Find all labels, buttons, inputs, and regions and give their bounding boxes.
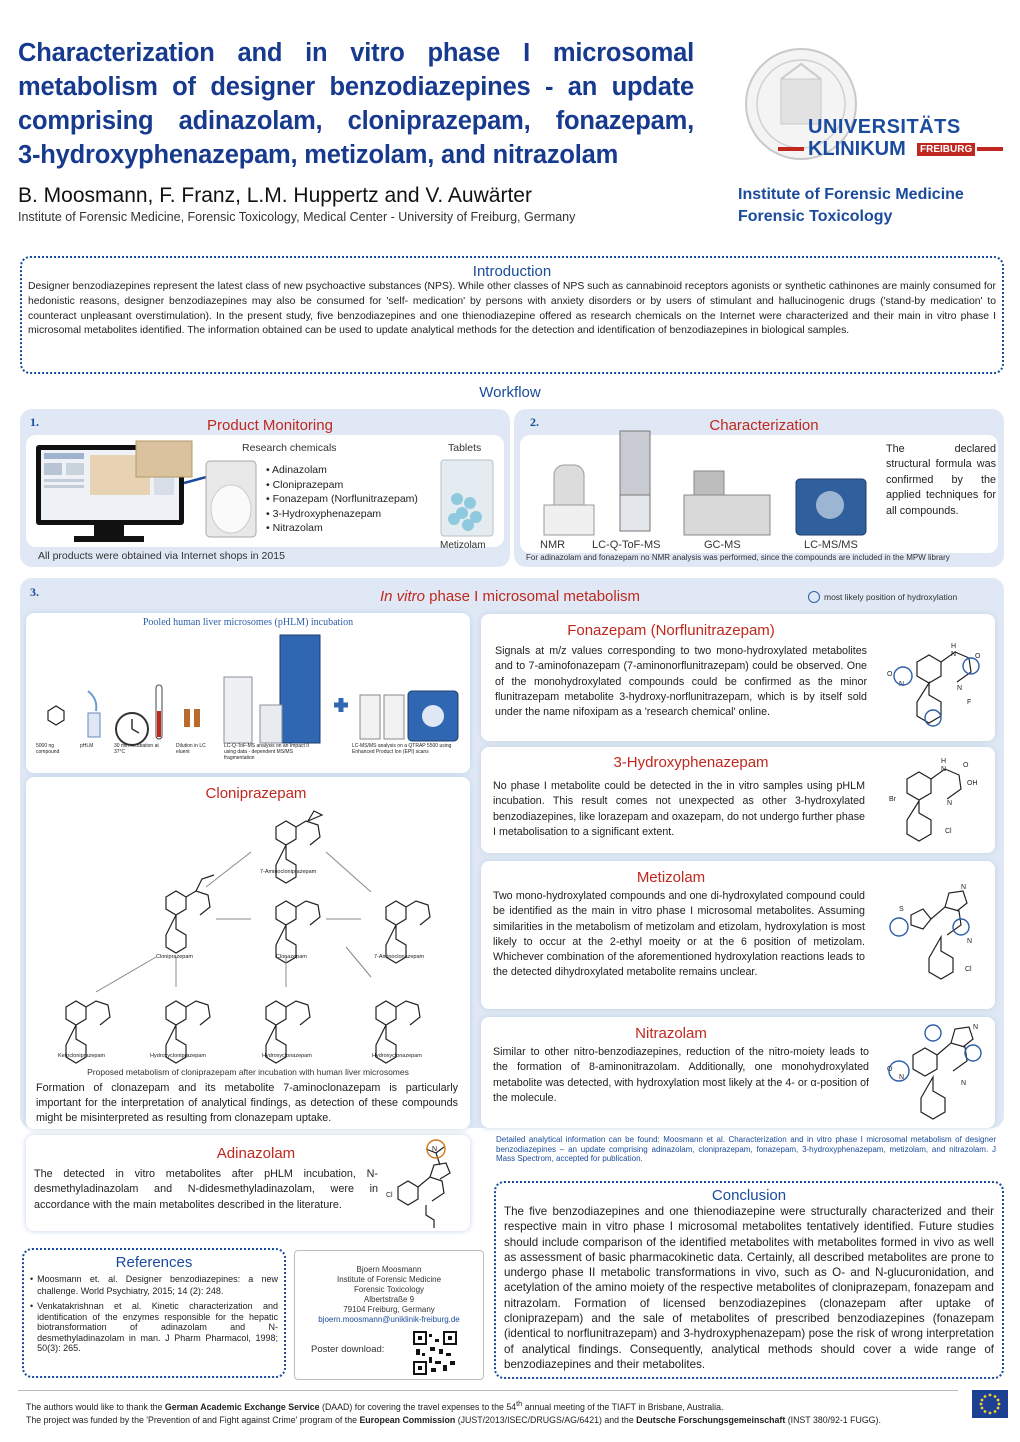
svg-text:N: N	[951, 651, 957, 658]
nitrazolam-heading: Nitrazolam	[635, 1025, 707, 1042]
title-italic: In vitro	[379, 588, 425, 605]
ack-text: annual meeting of the TIAFT in Brisbane, Australia.	[522, 1401, 724, 1412]
workflow-step1-panel	[20, 409, 510, 567]
contact-line: Institute of Forensic Medicine	[336, 1275, 442, 1284]
reference-item	[30, 1301, 278, 1354]
step2-title: Characterization	[709, 417, 819, 434]
title-line-1: Characterization and in vitro phase I microsomal	[18, 39, 694, 67]
phlm-workflow-image	[34, 631, 464, 751]
step3-number: 3.	[30, 585, 39, 599]
adinazolam-heading: Adinazolam	[216, 1145, 296, 1162]
scheme-label: Cloniprazepam	[156, 954, 193, 960]
phlm-caption: Dilution in LC eluent	[176, 743, 206, 755]
cloniprazepam-caption: Proposed metabolism of cloniprazepam after incubation with human liver microsomes	[87, 1067, 409, 1077]
ack-line-1	[26, 1397, 966, 1414]
svg-text:H: H	[951, 643, 957, 650]
hydroxyphenazepam-structure	[881, 749, 991, 853]
svg-text:N: N	[973, 1024, 979, 1031]
introduction-heading: Introduction	[472, 263, 552, 280]
instrument-label: GC-MS	[704, 539, 741, 551]
svg-text:N: N	[899, 681, 905, 688]
phlm-caption: LC-MS/MS analysis on a QTRAP 5500 using Enhanced Product Ion (EPI) scans	[352, 743, 452, 755]
fonazepam-panel	[481, 614, 995, 741]
contact-email[interactable]: bjoern.moosmann@uniklinik-freiburg.de	[318, 1315, 460, 1324]
tablets-image	[440, 459, 494, 537]
nitrazolam-structure	[873, 1015, 991, 1127]
nitrazolam-panel	[481, 1017, 995, 1128]
svg-text:N: N	[432, 1146, 438, 1153]
references-panel	[22, 1248, 286, 1378]
svg-text:S: S	[899, 906, 904, 913]
fonazepam-heading: Fonazepam (Norflunitrazepam)	[567, 622, 775, 639]
ack-bold: German Academic Exchange Service	[164, 1401, 320, 1412]
logo-word-universitaets: UNIVERSITÄTS	[808, 116, 961, 138]
tablets-label: Tablets	[448, 442, 482, 454]
svg-text:O: O	[963, 762, 969, 769]
workflow-step2-panel	[514, 409, 1004, 567]
scheme-label: Hydroxycloniprazepam	[150, 1053, 206, 1059]
poster-download-label: Poster download:	[311, 1344, 385, 1355]
metabolism-arrows	[96, 852, 371, 992]
introduction-panel	[20, 256, 1004, 374]
contact-line: Albertstraße 9	[363, 1295, 415, 1304]
svg-text:N: N	[961, 884, 967, 891]
adinazolam-structure	[378, 1135, 468, 1231]
logo-word-freiburg: FREIBURG	[917, 143, 975, 156]
conclusion-heading: Conclusion	[711, 1187, 787, 1204]
svg-text:N: N	[957, 685, 963, 692]
cloniprazepam-text: Formation of clonazepam and its metabolite 7-aminoclonazepam is particularly important for the interpretation of analytical findings, as detection of these compounds might be misinterpreted as resulting from clonazepam uptake.	[36, 1082, 458, 1124]
step1-title: Product Monitoring	[207, 417, 333, 434]
svg-text:OH: OH	[967, 780, 978, 787]
metizolam-panel	[481, 861, 995, 1009]
scheme-label: Ketocloniprazepam	[58, 1053, 106, 1059]
cloniprazepam-heading: Cloniprazepam	[205, 785, 307, 802]
instrument-label: LC-MS/MS	[804, 539, 858, 551]
ack-text: The authors would like to thank the	[26, 1401, 165, 1412]
phlm-title: Pooled human liver microsomes (pHLM) incubation	[142, 617, 354, 628]
scheme-label: Hydroxyclonazepam	[262, 1053, 312, 1059]
product-item: • 3-Hydroxyphenazepam	[266, 507, 418, 522]
svg-text:N: N	[947, 800, 953, 807]
svg-text:N: N	[941, 766, 947, 773]
product-list	[266, 463, 418, 536]
phlm-caption: 5000 ng compound	[36, 743, 60, 755]
ack-text: (JUST/2013/ISEC/DRUGS/AG/6421) and the	[455, 1414, 637, 1425]
acknowledgement-divider	[18, 1390, 958, 1391]
metizolam-structure	[881, 877, 991, 1003]
step1-number: 1.	[30, 415, 39, 429]
workflow-heading: Workflow	[479, 384, 541, 401]
detail-note: Detailed analytical information can be found: Moosmann et al. Characterization and in vitro phase I microsomal metabolism of designer benzodiazepines – an update comprising adinazolam, cloniprazepam, fonazepam, 3-hydroxyphenazepam, metizolam, and nitrazolam. J Mass Spectrom, accepted for publication.	[496, 1135, 996, 1164]
instrument-label: NMR	[540, 539, 566, 551]
ack-line-2	[26, 1414, 966, 1427]
ack-bold: European Commission	[359, 1414, 456, 1425]
contact-panel	[294, 1250, 484, 1380]
institute-line-2: Forensic Toxicology	[738, 208, 893, 225]
scheme-label: 7-Aminoclonazepam	[374, 954, 425, 960]
reference-item	[30, 1273, 278, 1297]
scheme-label: Clonazepam	[276, 954, 307, 960]
ack-text: (DAAD) for covering the travel expenses to the 54	[319, 1401, 517, 1412]
tablets-caption: Metizolam	[440, 540, 486, 551]
affiliation: Institute of Forensic Medicine, Forensic Toxicology, Medical Center - University of Freiburg, Germany	[18, 210, 576, 224]
title-line-3: comprising adinazolam, cloniprazepam, fonazepam,	[18, 107, 694, 135]
characterization-text: The declared structural formula was confirmed by the applied techniques for all compounds.	[886, 443, 996, 517]
ack-text: (INST 380/92-1 FUGG).	[785, 1414, 881, 1425]
svg-text:O: O	[887, 1066, 893, 1073]
svg-text:N: N	[961, 1080, 967, 1087]
svg-text:O: O	[975, 653, 981, 660]
step1-footer: All products were obtained via Internet shops in 2015	[38, 550, 285, 562]
reference-text: Moosmann et. al. Designer benzodiazepines: a new challenge. World Psychiatry, 2015; 14 (2): 248.	[37, 1274, 278, 1296]
metabolism-title	[320, 588, 700, 605]
acknowledgement	[26, 1397, 966, 1427]
svg-text:Br: Br	[889, 796, 896, 803]
hydroxyphenazepam-text: No phase I metabolite could be detected in the in vitro samples using pHLM incubation. This result comes not unexpected as other 3-hydroxylated benzodiazepines, like lorazepam and oxazepam, do not undergo further phase I metabolisation to a significant extent.	[493, 780, 865, 838]
authors: B. Moosmann, F. Franz, L.M. Huppertz and V. Auwärter	[18, 184, 532, 207]
contact-name: Bjoern Moosmann	[356, 1265, 422, 1274]
hydroxylation-legend-icon	[808, 591, 820, 603]
conclusion-panel	[494, 1181, 1004, 1379]
eu-flag-icon	[972, 1390, 1008, 1418]
hydroxyphenazepam-heading: 3-Hydroxyphenazepam	[613, 754, 769, 771]
title-line-4: 3-hydroxyphenazepam, metizolam, and nitrazolam	[18, 141, 619, 169]
svg-text:O: O	[887, 671, 893, 678]
reference-bullet: •	[30, 1301, 34, 1311]
reference-text: Venkatakrishnan et al. Kinetic characterization and identification of the enzymes responsible for the hepatic biotransformation of adinazolam and N-desmethyladinazolam in man. J Pharm Pharmacol, 1998; 50(3): 265.	[37, 1301, 278, 1353]
svg-text:Cl: Cl	[386, 1192, 393, 1199]
mol-bottom-row	[66, 1001, 420, 1063]
logo-red-bar-left	[778, 147, 804, 151]
phlm-caption: pHLM	[80, 743, 94, 749]
svg-text:Cl: Cl	[965, 966, 972, 973]
step2-number: 2.	[530, 415, 539, 429]
introduction-text: Designer benzodiazepines represent the latest class of new psychoactive substances (NPS). While other classes of NPS such as cannabinoid receptors agonists or synthetic cathinones are mainly consumed for hedonistic reasons, designer benzodiazepines may also be consumed for 'self- medication' by persons with anxiety disorders or by users of stimulant and hallucinogenic drugs ('stand-by medication' to counteract unpleasant overstimulation). In the present study, five benzodiazepines and one thienodiazepine offered as research chemicals on the Internet were characterized and their main in vitro phase I microsomal metabolites identified. The information obtained can be used to update analytical methods for the detection and identification of benzodiazepines in biological samples.	[28, 281, 996, 337]
contact-line: Forensic Toxicology	[353, 1285, 425, 1294]
adinazolam-text: The detected in vitro metabolites after pHLM incubation, N-desmethyladinazolam and N-didesmethyladinazolam, were in accordance with the main metabolites described in the literature.	[34, 1168, 378, 1211]
metizolam-heading: Metizolam	[636, 869, 706, 886]
fonazepam-structure	[881, 628, 991, 736]
powder-bag-image	[204, 459, 258, 539]
ack-bold: Deutsche Forschungsgemeinschaft	[636, 1414, 786, 1425]
instruments-image	[534, 425, 884, 543]
references-heading: References	[115, 1254, 193, 1271]
fonazepam-text: Signals at m/z values corresponding to two mono-hydroxylated metabolites and to 7-aminofonazepam (7-aminonorflunitrazepam) could be observed. One of the monohydroxylated compounds could be confirmed as the minor flunitrazepam metabolite 3-hydroxy-norflunitrazepam, which is by itself sold under the name nifoxipam as a 'research chemical' online.	[495, 645, 867, 719]
product-item: • Nitrazolam	[266, 521, 418, 536]
svg-text:Cl: Cl	[945, 828, 952, 835]
phlm-caption: 30 min incubation at 37°C	[114, 743, 159, 755]
qr-code-icon[interactable]	[413, 1331, 457, 1375]
product-item: • Cloniprazepam	[266, 478, 418, 493]
logo-red-bar-right	[977, 147, 1003, 151]
product-item: • Adinazolam	[266, 463, 418, 478]
svg-text:H: H	[941, 758, 947, 765]
scheme-label: Hydroxyclonazepam	[372, 1053, 422, 1059]
reference-bullet: •	[30, 1274, 34, 1284]
institute-line-1: Institute of Forensic Medicine	[738, 186, 964, 203]
nitrazolam-text: Similar to other nitro-benzodiazepines, reduction of the nitro-moiety leads to the formation of 8-aminonitrazolam. Additionally, one monohydroxylated metabolite was detected, with hydroxylation most likely at the 4- or α-position of the molecule.	[493, 1046, 869, 1104]
svg-text:N: N	[899, 1074, 905, 1081]
svg-text:F: F	[967, 699, 972, 706]
instrument-label: LC-Q-ToF-MS	[592, 539, 661, 551]
scheme-label: 7-Aminocloniprazepam	[260, 869, 317, 875]
hydroxyphenazepam-panel	[481, 747, 995, 853]
logo-word-klinikum: KLINIKUM	[808, 138, 906, 160]
svg-text:N: N	[967, 938, 973, 945]
product-item: • Fonazepam (Norflunitrazepam)	[266, 492, 418, 507]
ack-text: The project was funded by the 'Prevention of and Fight against Crime' program of the	[26, 1414, 360, 1425]
phlm-caption: LC-Q-ToF-MS analysis on an Impact II using data - dependent MS/MS fragmentation	[224, 743, 310, 761]
research-chemicals-label: Research chemicals	[242, 442, 337, 454]
conclusion-text: The five benzodiazepines and one thienodiazepine were structurally characterized and their respective main in vitro phase I microsomal metabolites tentatively identified. Future studies should include comparison of the identified metabolites with metabolites formed in vivo as well as assessment of basic pharmacokinetic data. Certainly, all described metabolites are prone to undergo phase II metabolic transformations in vivo, such as O- and N-glucuronidation, and acetylation of the amino moiety of the respective metabolites of cloniprazepam, fonazepam and nitrazolam. Formation of licensed benzodiazepines (clonazepam after uptake of cloniprazepam) and the sale of metabolites of prescribed benzodiazepines (fonazepam (identical to norflunitrazepam) and 3-hydroxyphenazepam) pose the risk of wrong interpretation of analytical findings. Consequently, analytical methods should cover a wide range of benzodiazepines and their metabolites.	[504, 1205, 994, 1371]
adinazolam-panel	[26, 1135, 470, 1231]
contact-line: 79104 Freiburg, Germany	[343, 1305, 435, 1314]
cloniprazepam-panel	[26, 777, 470, 1129]
cloniprazepam-metabolism-scheme	[26, 797, 470, 1067]
phlm-panel	[26, 613, 470, 773]
ack-sup: th	[516, 1399, 523, 1408]
research-chemical-bag-image	[134, 439, 194, 479]
title-line-2: metabolism of designer benzodiazepines - an update	[18, 73, 694, 101]
characterization-footnote: For adinazolam and fonazepam no NMR analysis was performed, since the compounds are included in the MPW library	[526, 553, 950, 562]
hydroxylation-legend-text: most likely position of hydroxylation	[824, 592, 958, 602]
metizolam-text: Two mono-hydroxylated compounds and one di-hydroxylated compound could be identified as the main in vitro phase I microsomal metabolites. Assuming similarities in the metabolism of metizolam and etizolam, hydroxylation is most likely to occur at the 2-ethyl moeity or at the 6 position of metizolam. Whichever combination of the aforementioned hydroxylation reactions leads to the detected dihydroxylated metabolite remains unclear.	[493, 890, 865, 979]
title-rest: phase I microsomal metabolism	[424, 588, 641, 605]
